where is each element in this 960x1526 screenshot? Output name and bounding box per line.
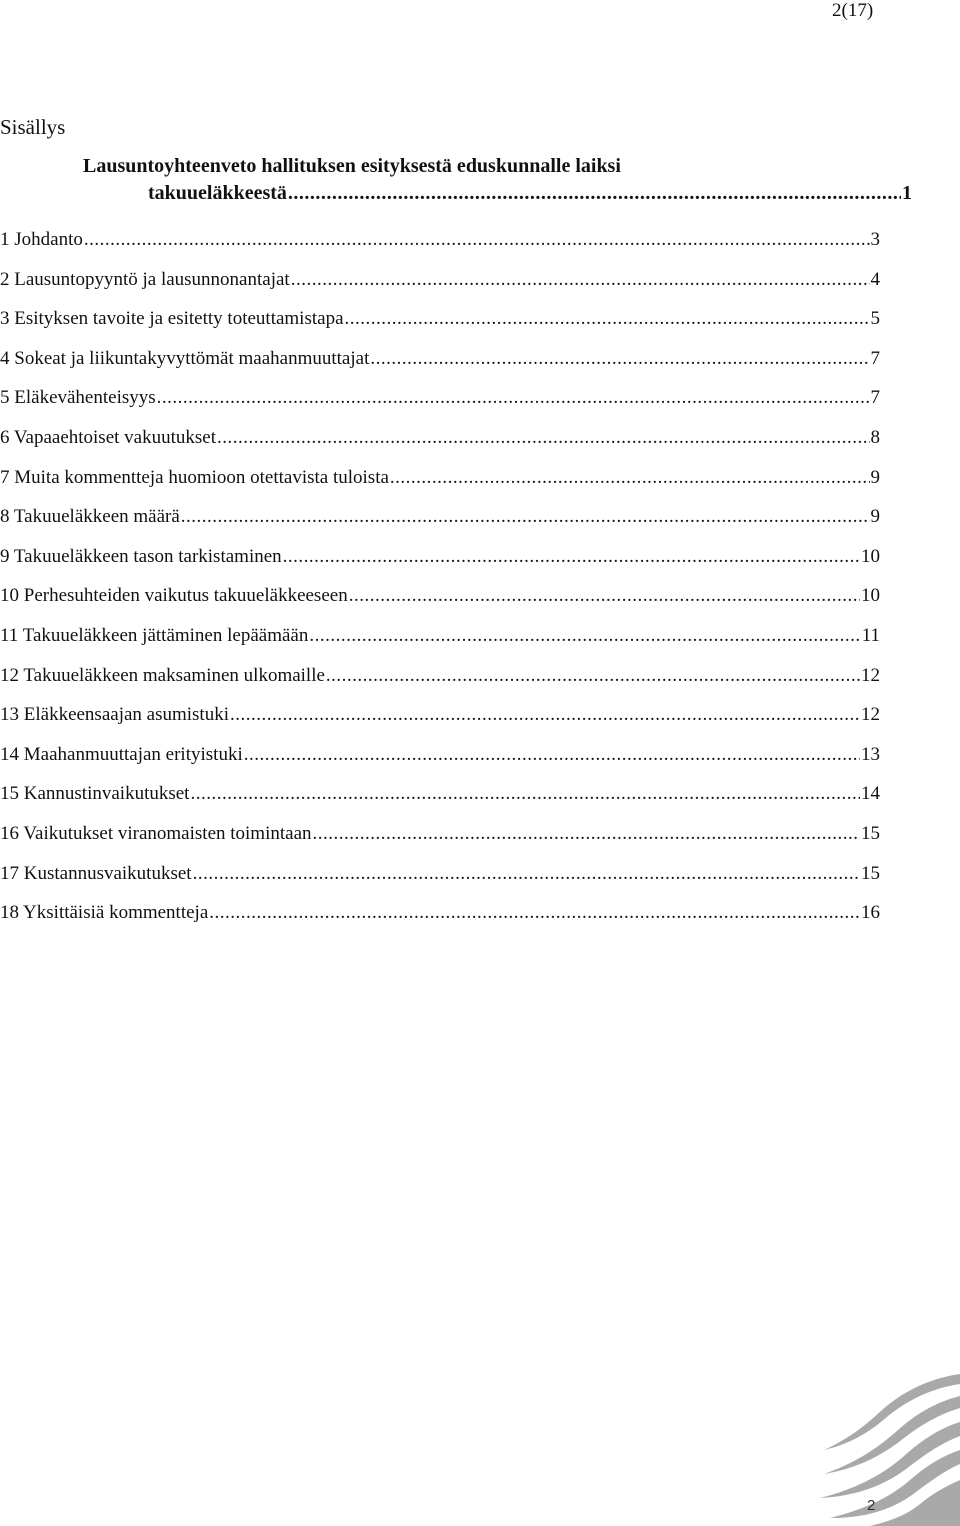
toc-entry[interactable] <box>0 624 880 664</box>
toc-entry[interactable] <box>0 822 880 862</box>
toc-entry-text: 18 Yksittäisiä kommentteja <box>0 902 209 924</box>
toc-entry[interactable] <box>0 584 880 624</box>
toc-entry-page: 7 <box>870 347 880 369</box>
toc-entry-page: 8 <box>870 426 880 448</box>
toc-entry-page: 5 <box>870 308 880 330</box>
dot-leader <box>157 386 870 410</box>
toc-entry-text: 14 Maahanmuuttajan erityistuki <box>0 743 243 765</box>
toc-entry-text: 1 Johdanto <box>0 229 83 250</box>
toc-entry-text: 15 Kannustinvaikutukset <box>0 783 190 805</box>
toc-entry-text: 11 Takuueläkkeen jättäminen lepäämään <box>0 624 309 646</box>
toc-entry-page: 15 <box>861 862 880 884</box>
dot-leader <box>291 268 870 292</box>
toc-entry[interactable] <box>0 466 880 506</box>
toc-title-line2: takuueläkkeestä <box>148 182 287 204</box>
toc-title-line1: Lausuntoyhteenveto hallituksen esityksestä eduskunnalle laiksi <box>83 155 621 177</box>
toc-entry-page: 12 <box>861 704 880 726</box>
toc-entry[interactable] <box>0 307 880 347</box>
dot-leader <box>309 624 860 648</box>
toc-entry[interactable] <box>0 505 880 545</box>
toc-entry[interactable] <box>0 743 880 783</box>
toc-entry-text: 10 Perhesuhteiden vaikutus takuueläkkeeseen <box>0 585 348 607</box>
toc-entry[interactable] <box>0 862 880 902</box>
toc-entry-text: 7 Muita kommentteja huomioon otettavista tuloista <box>0 466 389 488</box>
toc-entry-page: 3 <box>870 229 880 250</box>
dot-leader <box>193 862 860 886</box>
toc-entry-page: 9 <box>870 466 880 488</box>
dot-leader <box>345 307 870 331</box>
toc-entry-text: 13 Eläkkeensaajan asumistuki <box>0 704 229 726</box>
toc-entry-page: 4 <box>870 268 880 290</box>
toc-entry-page: 12 <box>861 664 880 686</box>
wave-logo-icon <box>690 1370 960 1526</box>
toc-entry-text: 12 Takuueläkkeen maksaminen ulkomaille <box>0 664 325 686</box>
toc-entry-page: 16 <box>861 902 880 924</box>
toc-entry-page: 7 <box>870 387 880 409</box>
toc-entry[interactable] <box>0 228 880 268</box>
dot-leader <box>390 466 870 490</box>
dot-leader <box>217 426 870 450</box>
dot-leader <box>288 180 901 207</box>
toc-entry[interactable] <box>0 901 880 941</box>
toc-entry[interactable] <box>0 386 880 426</box>
logo-number: 2 <box>867 1497 876 1514</box>
toc-heading: Sisällys <box>0 115 66 139</box>
toc-entry[interactable] <box>0 426 880 466</box>
toc-entry-text: 5 Eläkevähenteisyys <box>0 387 156 409</box>
toc-list <box>0 228 880 941</box>
dot-leader <box>181 505 870 529</box>
dot-leader <box>313 822 860 846</box>
toc-entry-page: 15 <box>861 822 880 844</box>
toc-entry[interactable] <box>0 703 880 743</box>
toc-entry-text: 9 Takuueläkkeen tason tarkistaminen <box>0 545 282 567</box>
toc-entry[interactable] <box>0 782 880 822</box>
dot-leader <box>190 782 860 806</box>
dot-leader <box>283 545 860 569</box>
toc-entry-page: 10 <box>861 545 880 567</box>
toc-entry-text: 8 Takuueläkkeen määrä <box>0 506 180 528</box>
toc-entry[interactable] <box>0 545 880 585</box>
toc-entry-text: 2 Lausuntopyyntö ja lausunnonantajat <box>0 268 290 290</box>
toc-entry[interactable] <box>0 347 880 387</box>
dot-leader <box>230 703 860 727</box>
toc-entry-text: 6 Vapaaehtoiset vakuutukset <box>0 426 216 448</box>
toc-entry-page: 13 <box>861 743 880 765</box>
toc-title-entry[interactable] <box>0 153 912 207</box>
toc-entry-page: 14 <box>861 783 880 805</box>
toc-entry-text: 16 Vaikutukset viranomaisten toimintaan <box>0 822 312 844</box>
dot-leader <box>244 743 860 767</box>
toc-entry[interactable] <box>0 268 880 308</box>
dot-leader <box>370 347 869 371</box>
dot-leader <box>349 584 860 608</box>
toc-entry[interactable] <box>0 664 880 704</box>
toc-entry-text: 4 Sokeat ja liikuntakyvyttömät maahanmuuttajat <box>0 347 370 369</box>
dot-leader <box>209 901 860 925</box>
page-indicator: 2(17) <box>832 0 874 21</box>
toc-entry-page: 10 <box>861 585 880 607</box>
toc-entry-page: 9 <box>870 506 880 528</box>
dot-leader <box>326 664 860 688</box>
toc-entry-page: 11 <box>861 624 880 646</box>
toc-title-page: 1 <box>902 182 912 204</box>
toc-entry-text: 17 Kustannusvaikutukset <box>0 862 192 884</box>
dot-leader <box>84 228 870 252</box>
toc-entry-text: 3 Esityksen tavoite ja esitetty toteuttamistapa <box>0 308 344 330</box>
